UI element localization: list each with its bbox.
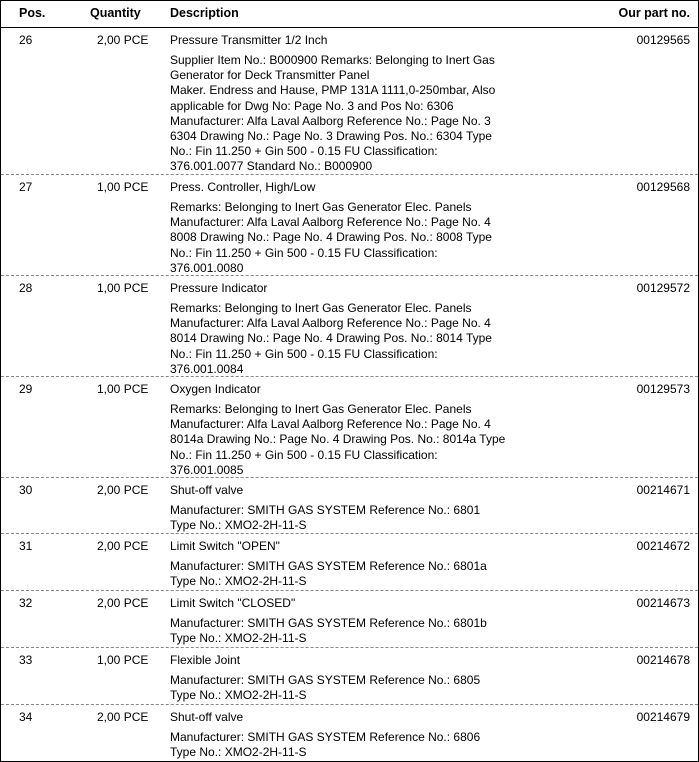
header-quantity: Quantity xyxy=(90,6,141,20)
row-detail: Remarks: Belonging to Inert Gas Generator Elec. Panels Manufacturer: Alfa Laval Aalborg Reference No.: Page No. 4 8008 Drawing No.: Page No. 4 Drawing Pos. No.: 8008 Type No.: Fin 11.250 + Gin 500 - 0.15 FU Classification: 376.001.0080 xyxy=(170,200,492,275)
row-pos: 31 xyxy=(19,539,33,553)
row-title: Pressure Transmitter 1/2 Inch xyxy=(170,33,328,47)
row-part-no: 00214673 xyxy=(636,596,690,610)
table-row xyxy=(1,276,698,377)
row-quantity: 2,00 PCE xyxy=(97,33,149,47)
row-pos: 27 xyxy=(19,180,33,194)
table-row xyxy=(1,478,698,534)
row-quantity: 2,00 PCE xyxy=(97,710,149,724)
row-detail: Manufacturer: SMITH GAS SYSTEM Reference No.: 6801a Type No.: XMO2-2H-11-S xyxy=(170,559,487,589)
row-pos: 28 xyxy=(19,281,33,295)
row-pos: 32 xyxy=(19,596,33,610)
header-description: Description xyxy=(170,6,239,20)
row-part-no: 00129568 xyxy=(636,180,690,194)
row-detail: Manufacturer: SMITH GAS SYSTEM Reference No.: 6805 Type No.: XMO2-2H-11-S xyxy=(170,673,481,703)
row-title: Shut-off valve xyxy=(170,710,244,724)
row-detail: Remarks: Belonging to Inert Gas Generator Elec. Panels Manufacturer: Alfa Laval Aalborg Reference No.: Page No. 4 8014 Drawing No.: Page No. 4 Drawing Pos. No.: 8014 Type No.: Fin 11.250 + Gin 500 - 0.15 FU Classification: 376.001.0084 xyxy=(170,301,492,376)
row-quantity: 1,00 PCE xyxy=(97,180,149,194)
table-row xyxy=(1,28,698,175)
row-title: Press. Controller, High/Low xyxy=(170,180,316,194)
row-title: Oxygen Indicator xyxy=(170,382,261,396)
row-pos: 33 xyxy=(19,653,33,667)
row-part-no: 00214672 xyxy=(636,539,690,553)
row-part-no: 00214678 xyxy=(636,653,690,667)
row-pos: 34 xyxy=(19,710,33,724)
row-pos: 29 xyxy=(19,382,33,396)
row-part-no: 00214671 xyxy=(636,483,690,497)
row-pos: 26 xyxy=(19,33,33,47)
row-part-no: 00129572 xyxy=(636,281,690,295)
row-detail: Remarks: Belonging to Inert Gas Generator Elec. Panels Manufacturer: Alfa Laval Aalborg Reference No.: Page No. 4 8014a Drawing No.: Page No. 4 Drawing Pos. No.: 8014a Type No.: Fin 11.250 + Gin 500 - 0.15 FU Classification: 376.001.0085 xyxy=(170,402,506,477)
row-quantity: 2,00 PCE xyxy=(97,483,149,497)
row-detail: Manufacturer: SMITH GAS SYSTEM Reference No.: 6801 Type No.: XMO2-2H-11-S xyxy=(170,503,481,533)
row-part-no: 00129573 xyxy=(636,382,690,396)
row-title: Limit Switch "CLOSED" xyxy=(170,596,296,610)
row-detail: Manufacturer: SMITH GAS SYSTEM Reference No.: 6801b Type No.: XMO2-2H-11-S xyxy=(170,616,487,646)
table-row xyxy=(1,377,698,478)
row-part-no: 00129565 xyxy=(636,33,690,47)
header-pos: Pos. xyxy=(19,6,46,20)
row-detail: Supplier Item No.: B000900 Remarks: Belonging to Inert Gas Generator for Deck Transmitter Panel Maker. Endress and Hause, PMP 131A 1111,0-250mbar, Also applicable for Dwg No: Page No. 3 and Pos No: 6306 Manufacturer: Alfa Laval Aalborg Reference No.: Page No. 3 6304 Drawing No.: Page No. 3 Drawing Pos. No.: 6304 Type No.: Fin 11.250 + Gin 500 - 0.15 FU Classification: 376.001.0077 Standard No.: B000900 xyxy=(170,53,496,174)
row-pos: 30 xyxy=(19,483,33,497)
table-row xyxy=(1,534,698,591)
row-quantity: 1,00 PCE xyxy=(97,382,149,396)
header-part-no: Our part no. xyxy=(618,6,690,20)
row-quantity: 2,00 PCE xyxy=(97,596,149,610)
table-header xyxy=(1,1,698,28)
row-title: Limit Switch "OPEN" xyxy=(170,539,280,553)
row-quantity: 2,00 PCE xyxy=(97,539,149,553)
row-detail: Manufacturer: SMITH GAS SYSTEM Reference No.: 6806 Type No.: XMO2-2H-11-S xyxy=(170,730,481,760)
table-row xyxy=(1,705,698,761)
table-row xyxy=(1,591,698,648)
row-part-no: 00214679 xyxy=(636,710,690,724)
row-title: Flexible Joint xyxy=(170,653,241,667)
table-row xyxy=(1,648,698,705)
row-quantity: 1,00 PCE xyxy=(97,281,149,295)
row-title: Shut-off valve xyxy=(170,483,244,497)
row-quantity: 1,00 PCE xyxy=(97,653,149,667)
row-title: Pressure Indicator xyxy=(170,281,268,295)
table-row xyxy=(1,175,698,276)
